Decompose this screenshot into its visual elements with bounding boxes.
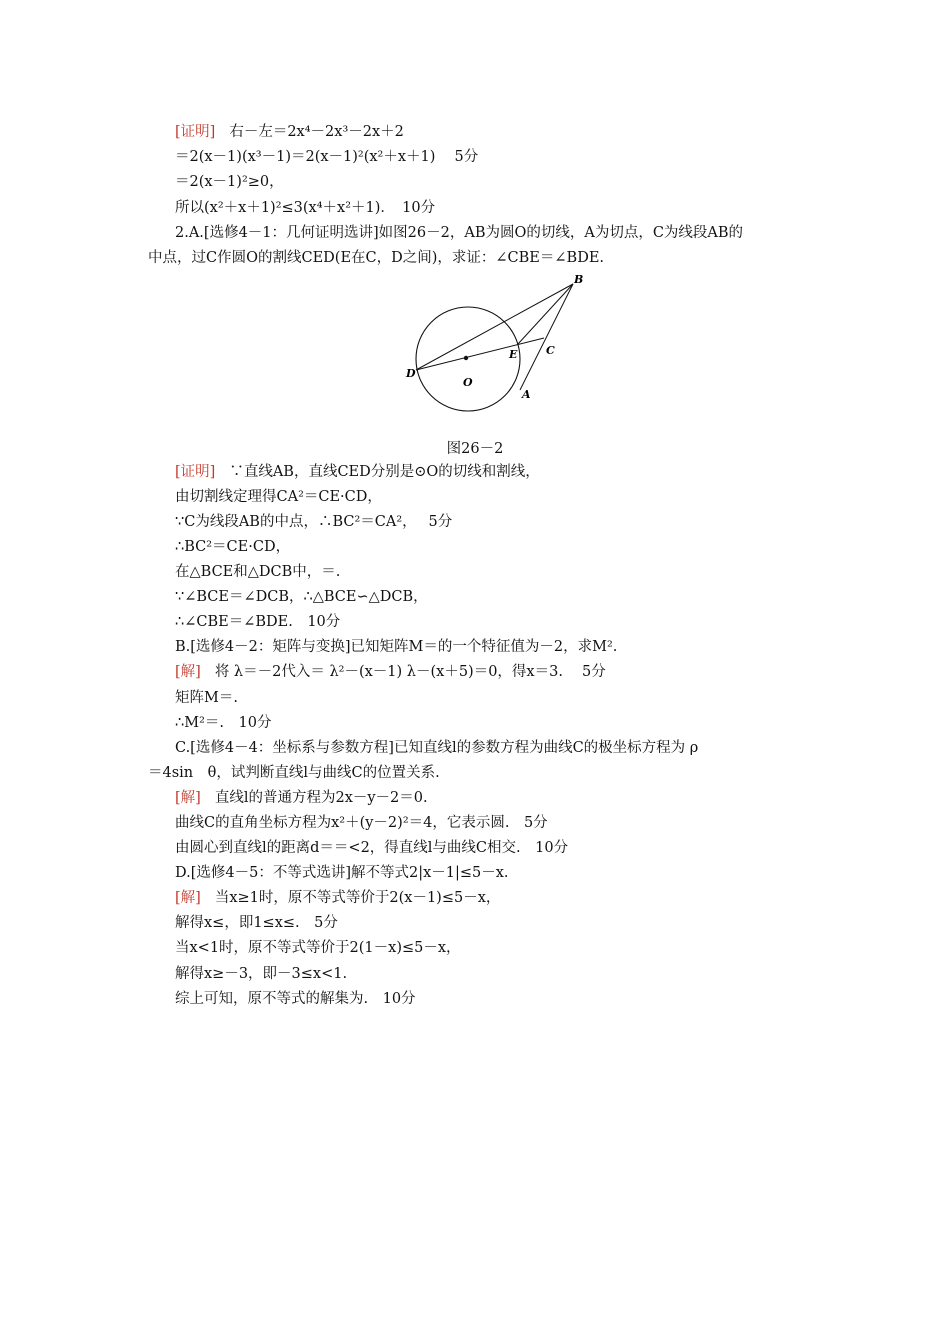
problem-2b: B.[选修4－2：矩阵与变换]已知矩阵M＝的一个特征值为－2，求M². xyxy=(175,639,618,655)
label-c: C xyxy=(546,344,555,357)
solution-c-line-1: [解] 直线l的普通方程为2x－y－2＝0. xyxy=(175,790,428,806)
proof-line-4: 所以(x²＋x＋1)²≤3(x⁴＋x²＋1)． 10分 xyxy=(175,200,436,216)
solution-d-line-3: 当x<1时，原不等式等价于2(1－x)≤5－x， xyxy=(175,940,461,956)
line-ab xyxy=(520,284,573,390)
label-d: D xyxy=(406,367,416,380)
label-e: E xyxy=(509,348,518,361)
figure-caption: 图26－2 xyxy=(446,441,504,457)
line-eb xyxy=(518,284,573,344)
solution-d-line-5: 综上可知，原不等式的解集为. 10分 xyxy=(175,991,416,1007)
solution-tag: [解] xyxy=(175,890,201,906)
center-point xyxy=(464,356,468,360)
proof-line-3: ＝2(x－1)²≥0， xyxy=(175,174,284,190)
problem-2a-line-1: 2.A.[选修4－1：几何证明选讲]如图26－2，AB为圆O的切线，A为切点，C为线段AB的 xyxy=(175,225,744,241)
solution-b-line-2: 矩阵M＝. xyxy=(175,690,238,706)
proof2-line-7: ∴∠CBE＝∠BDE. 10分 xyxy=(175,614,341,630)
proof2-line-2: 由切割线定理得CA²＝CE·CD， xyxy=(175,489,382,505)
problem-2c-line-1: C.[选修4－4：坐标系与参数方程]已知直线l的参数方程为曲线C的极坐标方程为 ρ xyxy=(175,740,699,756)
label-b: B xyxy=(574,273,584,286)
proof2-line-5: 在△BCE和△DCB中，＝. xyxy=(175,564,341,580)
solution-b-line-3: ∴M²＝. 10分 xyxy=(175,715,272,731)
solution-c-line-2: 曲线C的直角坐标方程为x²＋(y－2)²＝4，它表示圆. 5分 xyxy=(175,815,548,831)
solution-d-line-1: [解] 当x≥1时，原不等式等价于2(x－1)≤5－x， xyxy=(175,890,501,906)
line-db xyxy=(416,284,573,370)
proof-line-2: ＝2(x－1)(x³－1)＝2(x－1)²(x²＋x＋1) 5分 xyxy=(175,149,479,165)
problem-2a-line-2: 中点，过C作圆O的割线CED(E在C，D之间)，求证：∠CBE＝∠BDE. xyxy=(148,250,605,266)
proof-line-1: [证明] 右－左＝2x⁴－2x³－2x＋2 xyxy=(175,124,404,140)
label-o: O xyxy=(463,376,473,389)
proof2-line-6: ∵∠BCE＝∠DCB，∴△BCE∽△DCB， xyxy=(175,589,428,605)
proof-tag: [证明] xyxy=(175,464,216,480)
proof2-line-3: ∵C为线段AB的中点，∴BC²＝CA²， 5分 xyxy=(175,514,453,530)
proof-tag: [证明] xyxy=(175,124,216,140)
circle-o xyxy=(416,307,520,411)
proof2-line-1: [证明] ∵直线AB，直线CED分别是⊙O的切线和割线， xyxy=(175,464,540,480)
proof2-line-4: ∴BC²＝CE·CD， xyxy=(175,539,291,555)
problem-2c-line-2: ＝4sin θ，试判断直线l与曲线C的位置关系. xyxy=(148,765,440,781)
problem-2d: D.[选修4－5：不等式选讲]解不等式2|x－1|≤5－x. xyxy=(175,865,509,881)
line-dc xyxy=(416,338,544,370)
solution-c-line-3: 由圆心到直线l的距离d＝＝<2，得直线l与曲线C相交. 10分 xyxy=(175,840,569,856)
solution-d-line-4: 解得x≥－3，即－3≤x<1. xyxy=(175,966,348,982)
solution-d-line-2: 解得x≤，即1≤x≤. 5分 xyxy=(175,915,338,931)
solution-b-line-1: [解] 将 λ＝－2代入＝ λ²－(x－1) λ－(x＋5)＝0，得x＝3. 5分 xyxy=(175,664,606,680)
geometry-figure xyxy=(400,272,590,432)
solution-tag: [解] xyxy=(175,664,201,680)
label-a: A xyxy=(522,388,531,401)
solution-tag: [解] xyxy=(175,790,201,806)
